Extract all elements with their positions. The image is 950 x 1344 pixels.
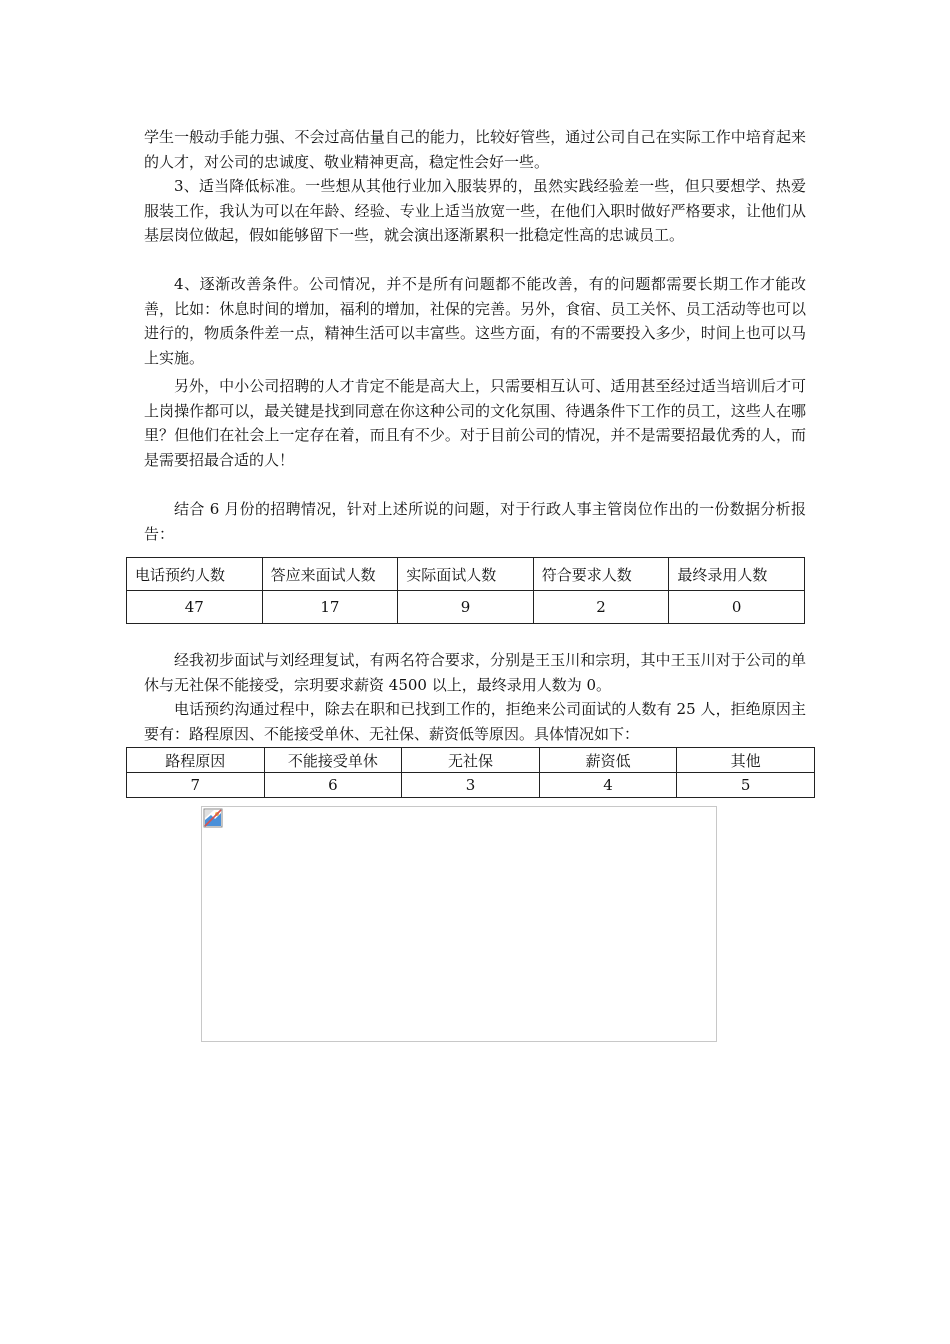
- table-header-cell: 电话预约人数: [127, 558, 263, 591]
- table-row: [127, 773, 815, 798]
- broken-image-icon: [203, 808, 223, 828]
- table-header-cell: 最终录用人数: [669, 558, 805, 591]
- paragraph-3: 4、逐渐改善条件。公司情况，并不是所有问题都不能改善，有的问题都需要长期工作才能改善，比如：休息时间的增加，福利的增加，社保的完善。另外，食宿、员工关怀、员工活动等也可以进行的，物质条件差一点，精神生活可以丰富些。这些方面，有的不需要投入多少，时间上也可以马上实施。: [144, 275, 806, 367]
- paragraph-7: 电话预约沟通过程中，除去在职和已找到工作的，拒绝来公司面试的人数有 25 人，拒绝原因主要有：路程原因、不能接受单休、无社保、薪资低等原因。具体情况如下：: [144, 700, 806, 743]
- table-header-row: [127, 748, 815, 773]
- paragraph-6: 经我初步面试与刘经理复试，有两名符合要求，分别是王玉川和宗玥，其中王玉川对于公司的单休与无社保不能接受，宗玥要求薪资 4500 以上，最终录用人数为 0。: [144, 651, 806, 694]
- table-cell: 2: [533, 591, 669, 624]
- table-cell: 0: [669, 591, 805, 624]
- recruitment-table: [126, 557, 805, 624]
- table-header-cell: 路程原因: [127, 748, 265, 773]
- table-row: [127, 591, 805, 624]
- paragraph-4: 另外，中小公司招聘的人才肯定不能是高大上，只需要相互认可、适用甚至经过适当培训后才可上岗操作都可以，最关键是找到同意在你这种公司的文化氛围、待遇条件下工作的员工，这些人在哪里？但他们在社会上一定存在着，而且有不少。对于目前公司的情况，并不是需要招最优秀的人，而是需要招最合适的人！: [144, 377, 806, 469]
- table-cell: 5: [677, 773, 815, 798]
- paragraph-2: 3、适当降低标准。一些想从其他行业加入服装界的，虽然实践经验差一些，但只要想学、热爱服装工作，我认为可以在年龄、经验、专业上适当放宽一些，在他们入职时做好严格要求，让他们从基层岗位做起，假如能够留下一些，就会演出逐渐累积一批稳定性高的忠诚员工。: [144, 177, 806, 244]
- table-header-row: [127, 558, 805, 591]
- table-header-cell: 实际面试人数: [398, 558, 534, 591]
- table-header-cell: 不能接受单休: [264, 748, 402, 773]
- table-header-cell: 答应来面试人数: [262, 558, 398, 591]
- table-cell: 4: [539, 773, 677, 798]
- paragraph-1: 学生一般动手能力强、不会过高估量自己的能力，比较好管些，通过公司自己在实际工作中培育起来的人才，对公司的忠诚度、敬业精神更高，稳定性会好一些。: [144, 128, 806, 171]
- table-cell: 7: [127, 773, 265, 798]
- table-cell: 9: [398, 591, 534, 624]
- table-cell: 47: [127, 591, 263, 624]
- image-placeholder: [201, 806, 717, 1042]
- table-header-cell: 符合要求人数: [533, 558, 669, 591]
- table-cell: 6: [264, 773, 402, 798]
- table-cell: 17: [262, 591, 398, 624]
- paragraph-5: 结合 6 月份的招聘情况，针对上述所说的问题，对于行政人事主管岗位作出的一份数据分析报告：: [144, 500, 806, 543]
- table-cell: 3: [402, 773, 540, 798]
- table-header-cell: 薪资低: [539, 748, 677, 773]
- table-header-cell: 无社保: [402, 748, 540, 773]
- rejection-reasons-table: [126, 747, 815, 798]
- table-header-cell: 其他: [677, 748, 815, 773]
